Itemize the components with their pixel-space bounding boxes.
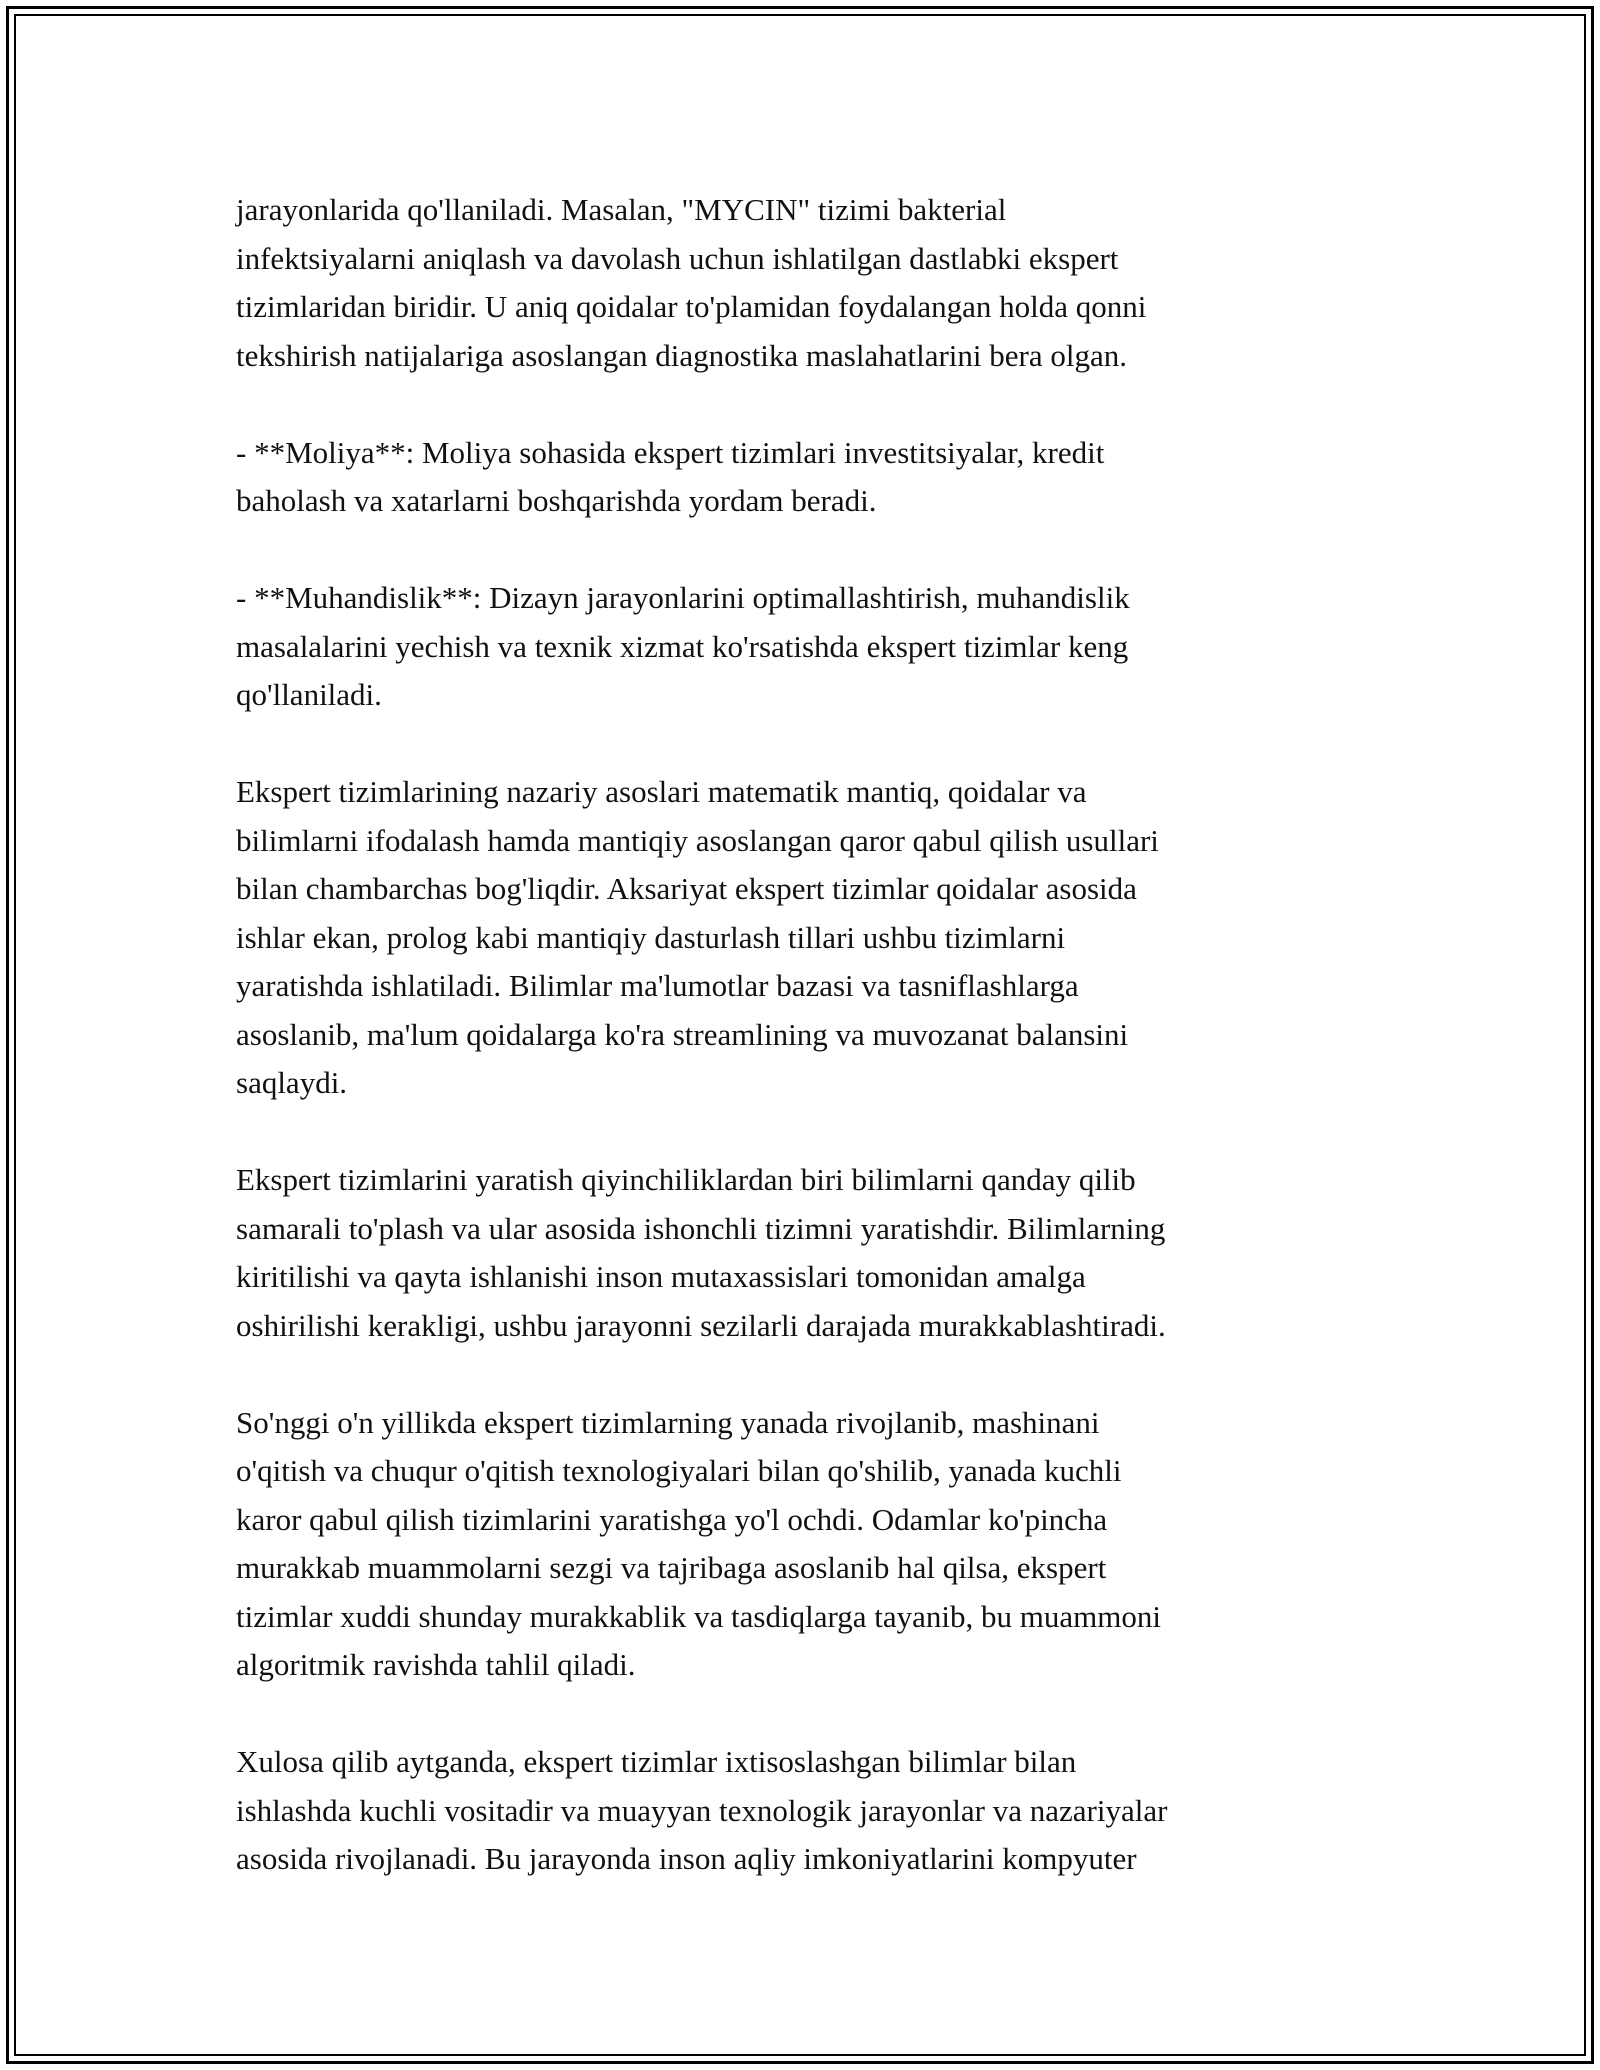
text-line: yaratishda ishlatiladi. Bilimlar ma'lumotlar bazasi va tasniflashlarga [236, 968, 1079, 1003]
text-line: o'qitish va chuqur o'qitish texnologiyalari bilan qo'shilib, yanada kuchli [236, 1453, 1122, 1488]
text-line: So'nggi o'n yillikda ekspert tizimlarning yanada rivojlanib, mashinani [236, 1404, 1100, 1440]
text-line: algoritmik ravishda tahlil qiladi. [236, 1647, 636, 1682]
text-line: masalalarini yechish va texnik xizmat ko'rsatishda ekspert tizimlar keng [236, 628, 1129, 664]
paragraph-engineering [236, 574, 1366, 720]
document-body [236, 186, 1366, 1884]
paragraph-challenges [236, 1156, 1366, 1350]
text-line: Ekspert tizimlarining nazariy asoslari matematik mantiq, qoidalar va [236, 774, 1087, 809]
text-line: - **Moliya**: Moliya sohasida ekspert tizimlari investitsiyalar, kredit [236, 434, 1105, 470]
text-line: saqlaydi. [236, 1065, 348, 1100]
text-line: infektsiyalarni aniqlash va davolash uchun ishlatilgan dastlabki ekspert [236, 240, 1119, 276]
paragraph-recent-developments [236, 1399, 1366, 1690]
text-line: jarayonlarida qo'llaniladi. Masalan, "MYCIN" tizimi bakterial [236, 192, 1007, 227]
text-line: Ekspert tizimlarini yaratish qiyinchiliklardan biri bilimlarni qanday qilib [236, 1162, 1136, 1197]
paragraph-finance [236, 429, 1366, 526]
text-line: qo'llaniladi. [236, 677, 382, 712]
paragraph-mycin-example [236, 186, 1366, 380]
text-line: tekshirish natijalariga asoslangan diagnostika maslahatlarini bera olgan. [236, 337, 1127, 373]
text-line: baholash va xatarlarni boshqarishda yordam beradi. [236, 483, 877, 518]
text-line: bilan chambarchas bog'liqdir. Aksariyat ekspert tizimlar qoidalar asosida [236, 871, 1137, 906]
text-line: kiritilishi va qayta ishlanishi inson mutaxassislari tomonidan amalga [236, 1259, 1086, 1294]
text-line: bilimlarni ifodalash hamda mantiqiy asoslangan qaror qabul qilish usullari [236, 822, 1159, 858]
text-line: tizimlaridan biridir. U aniq qoidalar to'plamidan foydalangan holda qonni [236, 289, 1147, 324]
paragraph-theoretical-foundations [236, 768, 1366, 1108]
text-line: - **Muhandislik**: Dizayn jarayonlarini optimallashtirish, muhandislik [236, 580, 1130, 615]
text-line: ishlar ekan, prolog kabi mantiqiy dasturlash tillari ushbu tizimlarni [236, 919, 1066, 955]
text-line: murakkab muammolarni sezgi va tajribaga asoslanib hal qilsa, ekspert [236, 1550, 1107, 1585]
text-line: karor qabul qilish tizimlarini yaratishga yo'l ochdi. Odamlar ko'pincha [236, 1501, 1108, 1537]
text-line: asoslanib, ma'lum qoidalarga ko'ra streamlining va muvozanat balansini [236, 1016, 1129, 1052]
text-line: Xulosa qilib aytganda, ekspert tizimlar ixtisoslashgan bilimlar bilan [236, 1744, 1077, 1779]
text-line: oshirilishi kerakligi, ushbu jarayonni sezilarli darajada murakkablashtiradi. [236, 1307, 1166, 1343]
text-line: asosida rivojlanadi. Bu jarayonda inson aqliy imkoniyatlarini kompyuter [236, 1841, 1137, 1876]
text-line: ishlashda kuchli vositadir va muayyan texnologik jarayonlar va nazariyalar [236, 1792, 1168, 1828]
paragraph-conclusion [236, 1738, 1366, 1884]
text-line: tizimlar xuddi shunday murakkablik va tasdiqlarga tayanib, bu muammoni [236, 1598, 1161, 1634]
text-line: samarali to'plash va ular asosida ishonchli tizimni yaratishdir. Bilimlarning [236, 1210, 1166, 1246]
